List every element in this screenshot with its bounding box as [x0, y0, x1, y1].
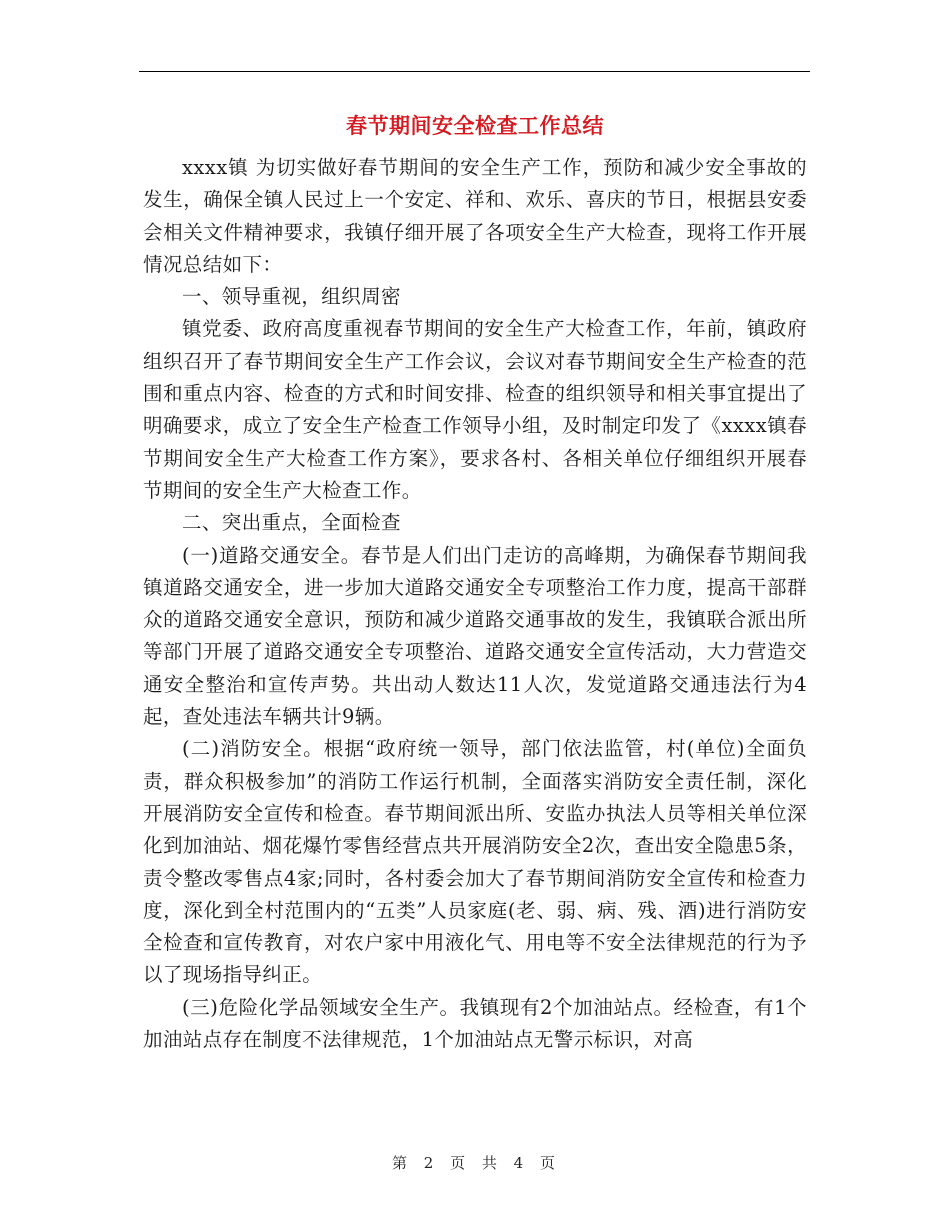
paragraph-fire-safety: (二)消防安全。根据“政府统一领导，部门依法监管，村(单位)全面负责，群众积极参加”的消防工作运行机制，全面落实消防安全责任制，深化开展消防安全宣传和检查。春节期间派出所、安监办执法人员等相关单位深化到加油站、烟花爆竹零售经营点共开展消防安全2次，查出安全隐患5条，责令整改零售点4家;同时，各村委会加大了春节期间消防安全宣传和检查力度，深化到全村范围内的“五类”人员家庭(老、弱、病、残、酒)进行消防安全检查和宣传教育，对农户家中用液化气、用电等不安全法律规范的行为予以了现场指导纠正。: [143, 737, 807, 987]
header-rule: [139, 71, 810, 72]
paragraph-road-safety: (一)道路交通安全。春节是人们出门走访的高峰期，为确保春节期间我镇道路交通安全，进一步加大道路交通安全专项整治工作力度，提高干部群众的道路交通安全意识，预防和减少道路交通事故的发生，我镇联合派出所等部门开展了道路交通安全专项整治、道路交通安全宣传活动，大力营造交通安全整治和宣传声势。共出动人数达11人次，发觉道路交通违法行为4起，查处违法车辆共计9辆。: [143, 543, 807, 729]
page-number: 第 2 页 共 4 页: [392, 1154, 558, 1172]
section-heading-1: 一、领导重视，组织周密: [182, 285, 401, 309]
section-heading-2: 二、突出重点，全面检查: [182, 511, 401, 535]
paragraph-intro: xxxx镇 为切实做好春节期间的安全生产工作，预防和减少安全事故的发生，确保全镇人民过上一个安定、祥和、欢乐、喜庆的节日，根据县安委会相关文件精神要求，我镇仔细开展了各项安全生产大检查，现将工作开展情况总结如下：: [143, 156, 807, 276]
paragraph-leadership: 镇党委、政府高度重视春节期间的安全生产大检查工作，年前，镇政府组织召开了春节期间安全生产工作会议，会议对春节期间安全生产检查的范围和重点内容、检查的方式和时间安排、检查的组织领导和相关事宜提出了明确要求，成立了安全生产检查工作领导小组，及时制定印发了《xxxx镇春节期间安全生产大检查工作方案》，要求各村、各相关单位仔细组织开展春节期间的安全生产大检查工作。: [143, 317, 807, 502]
document-title: 春节期间安全检查工作总结: [346, 113, 604, 138]
document-body: [143, 152, 807, 1056]
paragraph-chemical-safety: (三)危险化学品领域安全生产。我镇现有2个加油站点。经检查，有1个加油站点存在制度不法律规范，1个加油站点无警示标识，对高: [143, 995, 807, 1052]
